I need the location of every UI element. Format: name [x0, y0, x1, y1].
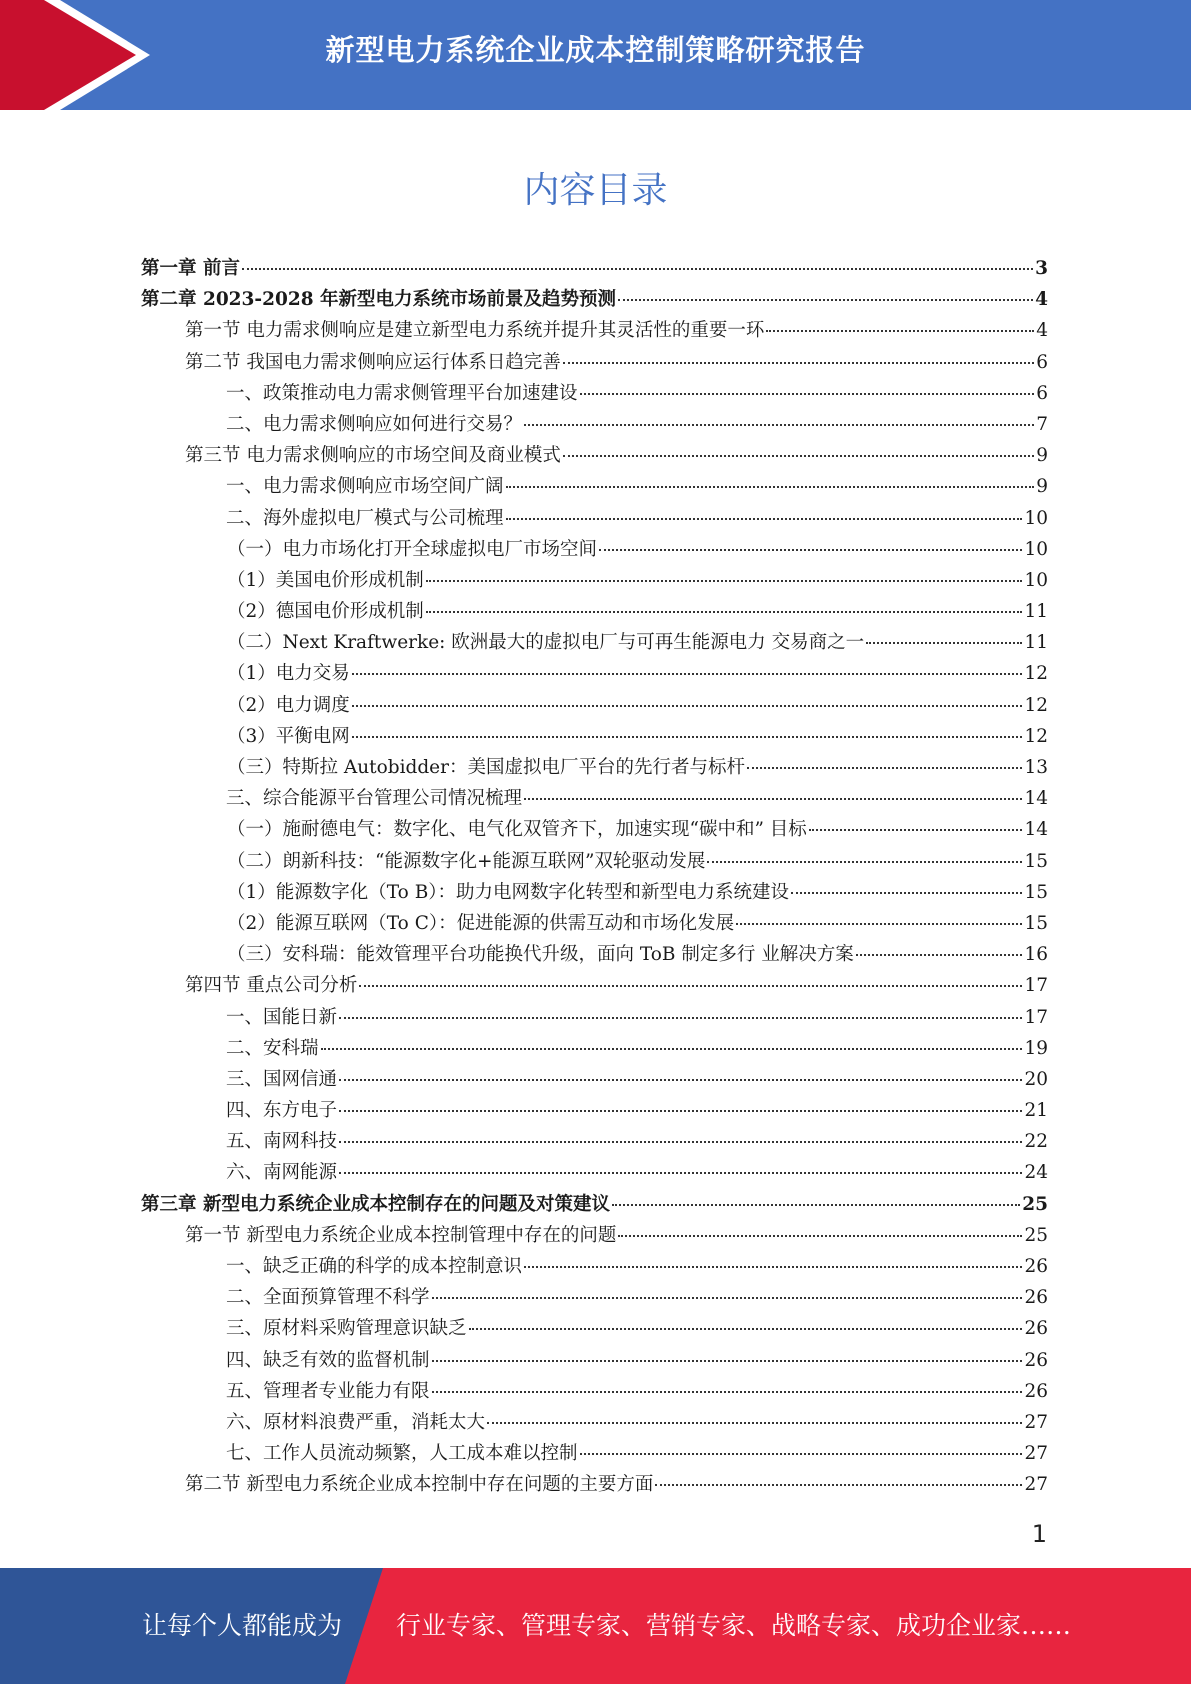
- toc-entry-text: 六、南网能源: [226, 1162, 338, 1184]
- toc-dot-leader: [766, 330, 1034, 332]
- toc-dot-leader: [580, 1453, 1023, 1455]
- toc-dot-leader: [809, 829, 1023, 831]
- toc-entry-page: 13: [1024, 757, 1048, 778]
- toc-entry-text: 六、原材料浪费严重，消耗太大: [226, 1411, 486, 1433]
- footer-band: [0, 1568, 1191, 1684]
- toc-entry[interactable]: [141, 1408, 1048, 1439]
- toc-entry[interactable]: [141, 1283, 1048, 1314]
- toc-entry[interactable]: [141, 441, 1048, 472]
- toc-entry-page: 25: [1022, 1193, 1048, 1215]
- toc-entry-text: （二）朗新科技：“能源数字化+能源互联网”双轮驱动发展: [227, 850, 706, 872]
- toc-entry-text: 二、电力需求侧响应如何进行交易？: [226, 413, 523, 435]
- toc-entry[interactable]: [141, 1439, 1048, 1470]
- toc-entry-text: 一、缺乏正确的科学的成本控制意识: [226, 1256, 523, 1277]
- toc-entry-page: 10: [1024, 569, 1048, 591]
- toc-entry-page: 7: [1036, 413, 1048, 435]
- toc-entry-page: 26: [1024, 1287, 1048, 1309]
- toc-entry-page: 12: [1024, 663, 1048, 685]
- toc-entry[interactable]: [141, 1221, 1048, 1252]
- toc-dot-leader: [580, 393, 1035, 395]
- toc-entry-page: 15: [1024, 912, 1048, 934]
- toc-entry-text: （三）安科瑞：能效管理平台功能换代升级，面向 ToB 制定多行 业解决方案: [227, 944, 854, 966]
- toc-entry-page: 17: [1024, 1006, 1048, 1028]
- toc-dot-leader: [352, 736, 1023, 738]
- toc-entry-text: 第四节 重点公司分析: [185, 975, 358, 997]
- toc-entry-text: （2）能源互联网（To C）：促进能源的供需互动和市场化发展: [227, 912, 735, 934]
- toc-entry-page: 20: [1024, 1068, 1048, 1090]
- toc-dot-leader: [856, 954, 1023, 956]
- toc-entry-page: 15: [1024, 850, 1048, 872]
- toc-entry-text: 二、安科瑞: [226, 1037, 319, 1059]
- toc-entry-text: 第一节 新型电力系统企业成本控制管理中存在的问题: [185, 1224, 617, 1246]
- toc-dot-leader: [612, 1204, 1020, 1206]
- toc-dot-leader: [736, 923, 1022, 925]
- toc-entry[interactable]: [141, 1003, 1048, 1034]
- toc-entry[interactable]: [141, 410, 1048, 441]
- toc-dot-leader: [339, 1141, 1022, 1143]
- toc-dot-leader: [655, 1484, 1022, 1486]
- toc-entry-page: 19: [1024, 1037, 1048, 1059]
- toc-entry-page: 11: [1024, 632, 1048, 654]
- toc-entry[interactable]: [141, 815, 1048, 846]
- toc-entry[interactable]: [141, 1377, 1048, 1408]
- toc-entry[interactable]: [141, 1096, 1048, 1127]
- toc-entry-text: 三、国网信通: [226, 1068, 338, 1090]
- footer-slogan-left: 让每个人都能成为: [142, 1611, 343, 1640]
- toc-dot-leader: [432, 1297, 1023, 1299]
- toc-dot-leader: [339, 1110, 1022, 1112]
- toc-entry-page: 16: [1024, 944, 1048, 966]
- toc-entry-text: （2）电力调度: [227, 694, 350, 716]
- toc-entry-page: 27: [1024, 1411, 1048, 1433]
- toc-entry-page: 6: [1036, 351, 1048, 373]
- toc-entry-page: 10: [1024, 507, 1048, 529]
- header-band: [0, 0, 1191, 110]
- toc-dot-leader: [563, 362, 1034, 364]
- toc-dot-leader: [426, 611, 1023, 613]
- toc-entry-page: 22: [1024, 1131, 1048, 1153]
- toc-entry-text: 第二章 2023-2028 年新型电力系统市场前景及趋势预测: [141, 289, 617, 311]
- toc-dot-leader: [352, 705, 1023, 707]
- toc-entry[interactable]: [141, 254, 1048, 285]
- toc-entry-page: 26: [1024, 1380, 1048, 1402]
- toc-entry-text: 一、电力需求侧响应市场空间广阔: [226, 476, 504, 498]
- toc-entry-text: 一、国能日新: [226, 1006, 338, 1028]
- toc-entry[interactable]: [141, 971, 1048, 1002]
- toc-entry[interactable]: [141, 847, 1048, 878]
- toc-entry-page: 17: [1024, 975, 1048, 997]
- toc-entry-text: 五、管理者专业能力有限: [226, 1380, 430, 1402]
- toc-entry[interactable]: [141, 1252, 1048, 1283]
- toc-entry[interactable]: [141, 691, 1048, 722]
- toc-entry-text: 第三章 新型电力系统企业成本控制存在的问题及对策建议: [141, 1193, 610, 1215]
- toc-entry-page: 26: [1024, 1349, 1048, 1371]
- toc-dot-leader: [707, 861, 1022, 863]
- toc-entry[interactable]: [141, 1346, 1048, 1377]
- toc-entry[interactable]: [141, 316, 1048, 347]
- toc-entry-page: 25: [1024, 1224, 1048, 1246]
- toc-entry[interactable]: [141, 379, 1048, 410]
- toc-entry-page: 24: [1024, 1162, 1048, 1184]
- toc-dot-leader: [524, 424, 1034, 426]
- toc-heading: 内容目录: [523, 170, 668, 211]
- toc-entry-page: 9: [1036, 445, 1048, 467]
- toc-entry[interactable]: [141, 472, 1048, 503]
- toc-entry-page: 3: [1035, 258, 1048, 279]
- toc-dot-leader: [524, 1266, 1022, 1268]
- toc-entry[interactable]: [141, 1065, 1048, 1096]
- toc-dot-leader: [747, 767, 1022, 769]
- toc-dot-leader: [618, 1235, 1022, 1237]
- toc-entry-page: 4: [1035, 289, 1048, 311]
- toc-entry[interactable]: [141, 940, 1048, 971]
- toc-entry-text: （1）美国电价形成机制: [227, 569, 424, 591]
- toc-entry[interactable]: [141, 909, 1048, 940]
- toc-dot-leader: [432, 1391, 1023, 1393]
- toc-entry[interactable]: [141, 1158, 1048, 1189]
- toc-dot-leader: [469, 1328, 1023, 1330]
- toc-entry-text: 第一章 前言: [141, 258, 240, 279]
- toc-entry-page: 14: [1024, 819, 1048, 841]
- toc-dot-leader: [426, 580, 1023, 582]
- toc-entry[interactable]: [141, 566, 1048, 597]
- toc-dot-leader: [242, 268, 1033, 270]
- page-number: 1: [1031, 1520, 1047, 1548]
- toc-entry-page: 14: [1024, 788, 1048, 810]
- toc-entry-text: （一）施耐德电气：数字化、电气化双管齐下，加速实现“碳中和” 目标: [227, 819, 807, 841]
- toc-entry-page: 26: [1024, 1256, 1048, 1277]
- toc-entry[interactable]: [141, 659, 1048, 690]
- toc-entry-page: 12: [1024, 725, 1048, 747]
- toc-dot-leader: [506, 518, 1023, 520]
- toc-entry-text: 第一节 电力需求侧响应是建立新型电力系统并提升其灵活性的重要一环: [185, 320, 765, 342]
- toc-dot-leader: [524, 798, 1022, 800]
- toc-dot-leader: [866, 642, 1022, 644]
- toc-entry-text: 第二节 新型电力系统企业成本控制中存在问题的主要方面: [185, 1474, 654, 1496]
- toc-entry-text: 三、原材料采购管理意识缺乏: [226, 1318, 467, 1340]
- toc-entry[interactable]: [141, 784, 1048, 815]
- toc-dot-leader: [487, 1422, 1022, 1424]
- toc-entry-page: 15: [1024, 881, 1048, 903]
- toc-dot-leader: [339, 1017, 1022, 1019]
- toc-dot-leader: [599, 549, 1022, 551]
- toc-entry-text: 第二节 我国电力需求侧响应运行体系日趋完善: [185, 351, 561, 373]
- toc-entry[interactable]: [141, 628, 1048, 659]
- toc-entry-text: 一、政策推动电力需求侧管理平台加速建设: [226, 382, 578, 404]
- toc-entry-text: 二、全面预算管理不科学: [226, 1287, 430, 1309]
- toc-entry-text: 第三节 电力需求侧响应的市场空间及商业模式: [185, 445, 561, 467]
- toc-entry[interactable]: [141, 1190, 1048, 1221]
- toc-entry-text: 二、海外虚拟电厂模式与公司梳理: [226, 507, 504, 529]
- toc-entry-text: 四、缺乏有效的监督机制: [226, 1349, 430, 1371]
- toc-dot-leader: [432, 1360, 1023, 1362]
- toc-entry-text: 三、综合能源平台管理公司情况梳理: [226, 788, 523, 810]
- toc-entry-page: 4: [1036, 320, 1048, 342]
- toc-entry[interactable]: [141, 285, 1048, 316]
- toc-entry-page: 12: [1024, 694, 1048, 716]
- toc-entry-page: 21: [1024, 1100, 1048, 1122]
- toc-dot-leader: [563, 455, 1034, 457]
- table-of-contents: [141, 254, 1048, 1502]
- toc-entry[interactable]: [141, 753, 1048, 784]
- toc-dot-leader: [339, 1079, 1022, 1081]
- toc-entry-page: 11: [1024, 601, 1048, 623]
- toc-entry-page: 9: [1036, 476, 1048, 498]
- toc-entry-text: （2）德国电价形成机制: [227, 601, 424, 623]
- toc-entry-text: （二）Next Kraftwerke: 欧洲最大的虚拟电厂与可再生能源电力 交易商之一: [227, 632, 865, 654]
- toc-entry-page: 26: [1024, 1318, 1048, 1340]
- toc-entry-text: （1）电力交易: [227, 663, 350, 685]
- toc-entry[interactable]: [141, 1034, 1048, 1065]
- toc-entry-text: 五、南网科技: [226, 1131, 338, 1153]
- toc-dot-leader: [791, 892, 1022, 894]
- toc-entry[interactable]: [141, 535, 1048, 566]
- toc-dot-leader: [618, 299, 1033, 301]
- toc-entry-text: （3）平衡电网: [227, 725, 350, 747]
- toc-entry[interactable]: [141, 722, 1048, 753]
- toc-dot-leader: [359, 985, 1022, 987]
- toc-dot-leader: [339, 1172, 1022, 1174]
- toc-entry-page: 27: [1024, 1474, 1048, 1496]
- toc-entry-page: 6: [1036, 382, 1048, 404]
- toc-entry-page: 10: [1024, 538, 1048, 560]
- footer-slogan-right: 行业专家、管理专家、营销专家、战略专家、成功企业家……: [396, 1611, 1072, 1640]
- toc-entry[interactable]: [141, 504, 1048, 535]
- toc-entry[interactable]: [141, 1314, 1048, 1345]
- toc-dot-leader: [321, 1048, 1023, 1050]
- toc-entry-text: （1）能源数字化（To B）：助力电网数字化转型和新型电力系统建设: [227, 881, 790, 903]
- toc-dot-leader: [506, 486, 1035, 488]
- toc-entry-text: 四、东方电子: [226, 1100, 338, 1122]
- toc-dot-leader: [352, 673, 1023, 675]
- toc-entry[interactable]: [141, 1127, 1048, 1158]
- toc-entry-text: （一）电力市场化打开全球虚拟电厂市场空间: [227, 538, 598, 560]
- toc-entry-page: 27: [1024, 1443, 1048, 1465]
- toc-entry[interactable]: [141, 597, 1048, 628]
- toc-entry[interactable]: [141, 878, 1048, 909]
- toc-entry[interactable]: [141, 348, 1048, 379]
- toc-entry-text: （三）特斯拉 Autobidder：美国虚拟电厂平台的先行者与标杆: [227, 757, 745, 778]
- toc-entry[interactable]: [141, 1470, 1048, 1501]
- toc-entry-text: 七、工作人员流动频繁，人工成本难以控制: [226, 1443, 578, 1465]
- report-title: 新型电力系统企业成本控制策略研究报告: [325, 33, 866, 67]
